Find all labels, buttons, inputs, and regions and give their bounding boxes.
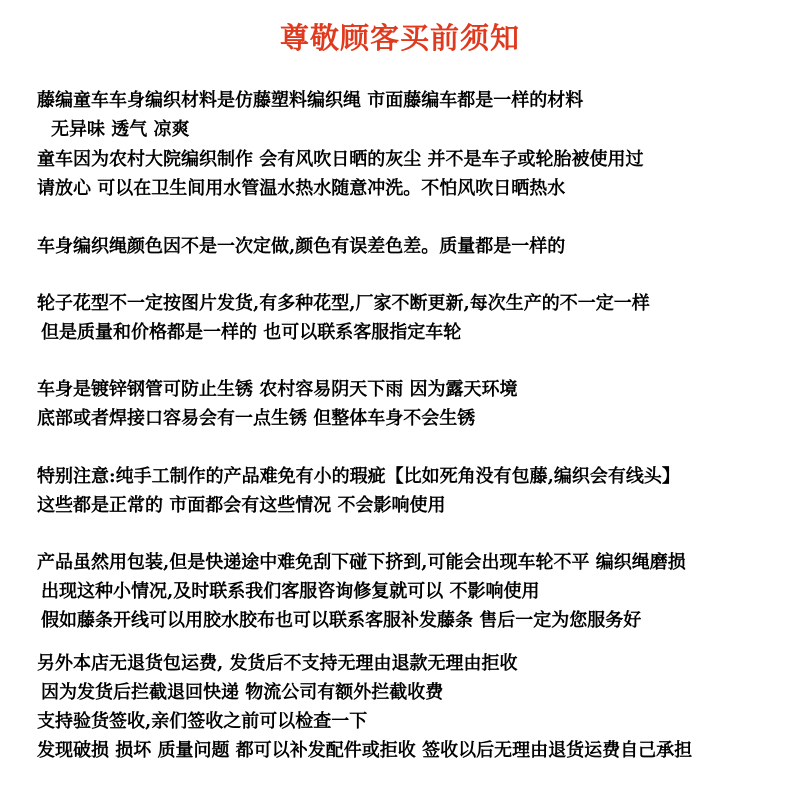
text-line: 出现这种小情况,及时联系我们客服咨询修复就可以 不影响使用 (41, 581, 540, 602)
text-line: 产品虽然用包装,但是快递途中难免刮下碰下挤到,可能会出现车轮不平 编织绳磨损 (37, 552, 686, 573)
text-line: 底部或者焊接口容易会有一点生锈 但整体车身不会生锈 (37, 408, 476, 429)
text-line: 假如藤条开线可以用胶水胶布也可以联系客服补发藤条 售后一定为您服务好 (41, 610, 642, 631)
text-line: 这些都是正常的 市面都会有这些情况 不会影响使用 (37, 495, 446, 516)
text-line: 因为发货后拦截退回快递 物流公司有额外拦截收费 (41, 682, 444, 703)
text-line: 特别注意:纯手工制作的产品难免有小的瑕疵【比如死角没有包藤,编织会有线头】 (37, 466, 680, 487)
text-line: 无异味 透气 凉爽 (51, 119, 190, 140)
text-line: 另外本店无退货包运费, 发货后不支持无理由退款无理由拒收 (37, 653, 518, 674)
text-line: 藤编童车车身编织材料是仿藤塑料编织绳 市面藤编车都是一样的材料 (37, 90, 584, 111)
text-line: 车身编织绳颜色因不是一次定做,颜色有误差色差。质量都是一样的 (37, 236, 566, 257)
text-line: 轮子花型不一定按图片发货,有多种花型,厂家不断更新,每次生产的不一定一样 (37, 293, 650, 314)
page-title: 尊敬顾客买前须知 (279, 21, 520, 55)
text-line: 支持验货签收,亲们签收之前可以检查一下 (37, 711, 368, 732)
text-line: 请放心 可以在卫生间用水管温水热水随意冲洗。不怕风吹日晒热水 (37, 178, 566, 199)
text-line: 发现破损 损坏 质量问题 都可以补发配件或拒收 签收以后无理由退货运费自己承担 (37, 740, 693, 761)
text-line: 但是质量和价格都是一样的 也可以联系客服指定车轮 (41, 322, 462, 343)
text-line: 童车因为农村大院编织制作 会有风吹日晒的灰尘 并不是车子或轮胎被使用过 (37, 149, 644, 170)
text-line: 车身是镀锌钢管可防止生锈 农村容易阴天下雨 因为露天环境 (37, 379, 518, 400)
